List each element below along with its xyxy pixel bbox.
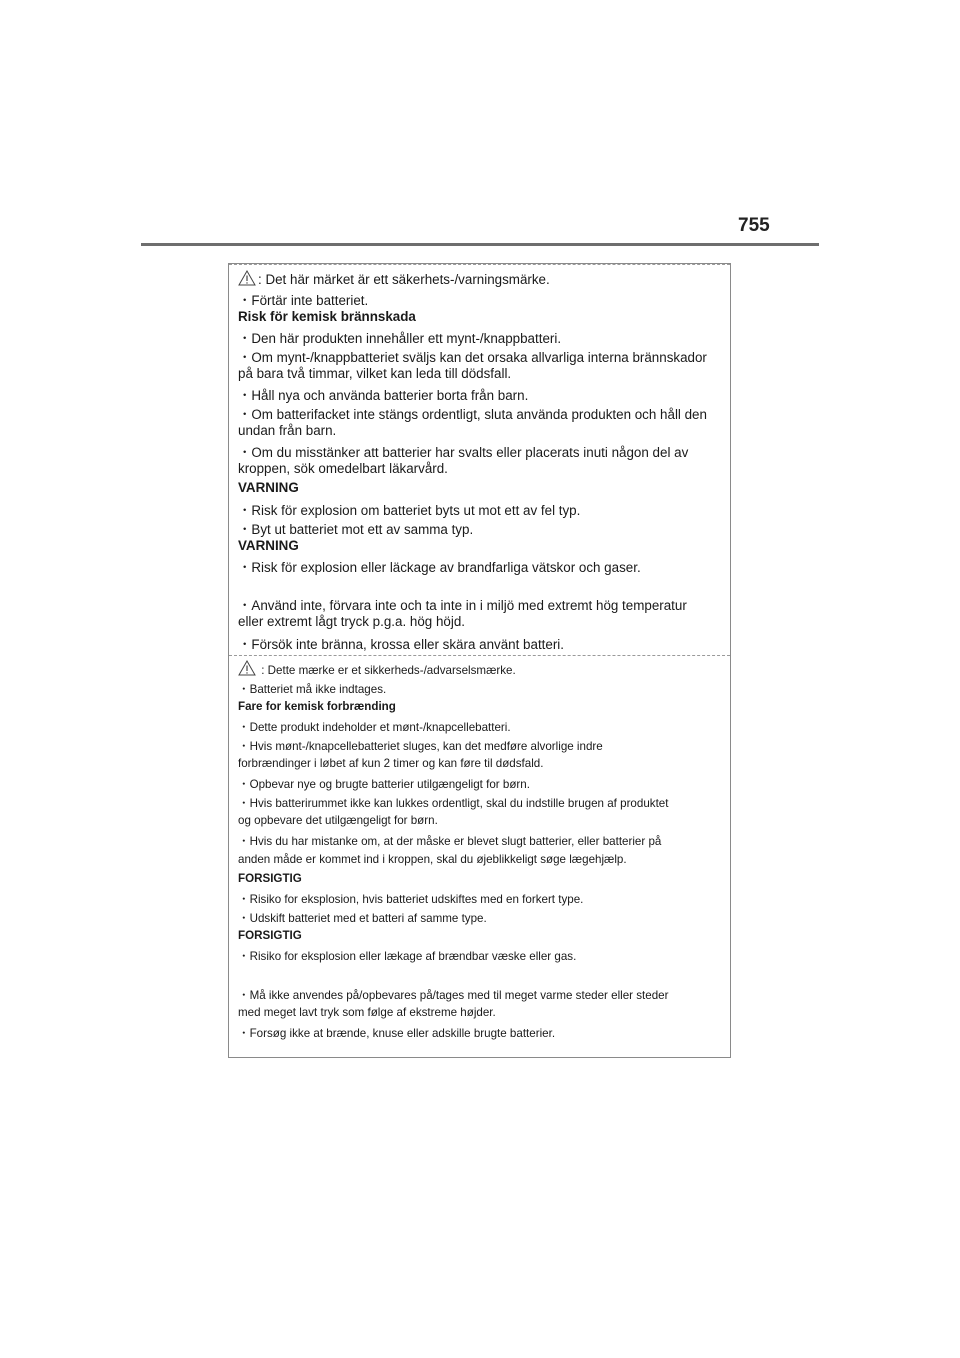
swedish-line: ・Den här produkten innehåller ett mynt-/knappbatteri. — [238, 331, 562, 346]
danish-line: ・Hvis du har mistanke om, at der måske er blevet slugt batterier, eller batterier på — [238, 835, 662, 848]
page-number: 755 — [738, 215, 770, 236]
danish-line: ・Dette produkt indeholder et mønt-/knapcellebatteri. — [238, 721, 511, 734]
danish-line: ・Risiko for eksplosion, hvis batteriet udskiftes med en forkert type. — [238, 893, 584, 906]
danish-heading: FORSIGTIG — [238, 929, 302, 942]
danish-line: ・Batteriet må ikke indtages. — [238, 683, 387, 696]
danish-line: ・Udskift batteriet med et batteri af samme type. — [238, 912, 487, 925]
swedish-line: ・Håll nya och använda batterier borta från barn. — [238, 388, 529, 403]
warning-triangle-icon — [238, 270, 256, 289]
swedish-line: ・Försök inte bränna, krossa eller skära använt batteri. — [238, 637, 564, 652]
danish-line: ・Opbevar nye og brugte batterier utilgængeligt for børn. — [238, 778, 530, 791]
warning-triangle-icon — [238, 660, 256, 679]
swedish-section — [229, 264, 730, 656]
danish-line: ・Må ikke anvendes på/opbevares på/tages med til meget varme steder eller steder — [238, 989, 669, 1002]
danish-line: og opbevare det utilgængeligt for børn. — [238, 814, 438, 827]
danish-intro-text: : Dette mærke er et sikkerheds-/advarselsmærke. — [258, 664, 516, 677]
danish-line: med meget lavt tryk som følge af ekstreme højder. — [238, 1006, 496, 1019]
swedish-line: undan från barn. — [238, 423, 337, 438]
danish-line: forbrændinger i løbet af kun 2 timer og kan føre til dødsfald. — [238, 757, 544, 770]
swedish-heading: VARNING — [238, 538, 299, 553]
danish-heading: Fare for kemisk forbrænding — [238, 700, 396, 713]
danish-intro-line — [238, 660, 516, 679]
swedish-line: ・Om batterifacket inte stängs ordentligt, sluta använda produkten och håll den — [238, 407, 707, 422]
danish-line: anden måde er kommet ind i kroppen, skal du øjeblikkeligt søge lægehjælp. — [238, 853, 627, 866]
swedish-line: ・Använd inte, förvara inte och ta inte in i miljö med extremt hög temperatur — [238, 598, 687, 613]
danish-line: ・Risiko for eksplosion eller lækage af brændbar væske eller gas. — [238, 950, 577, 963]
swedish-heading: Risk för kemisk brännskada — [238, 309, 416, 324]
battery-warning-box — [228, 263, 731, 1058]
danish-line: ・Forsøg ikke at brænde, knuse eller adskille brugte batterier. — [238, 1027, 556, 1040]
danish-line: ・Hvis batterirummet ikke kan lukkes ordentligt, skal du indstille brugen af produktet — [238, 797, 669, 810]
swedish-heading: VARNING — [238, 480, 299, 495]
swedish-line: på bara två timmar, vilket kan leda till dödsfall. — [238, 366, 512, 381]
swedish-intro-line — [238, 270, 550, 289]
swedish-line: ・Om mynt-/knappbatteriet sväljs kan det orsaka allvarliga interna brännskador — [238, 350, 707, 365]
swedish-line: eller extremt lågt tryck p.g.a. hög höjd. — [238, 614, 466, 629]
swedish-line: ・Risk för explosion eller läckage av brandfarliga vätskor och gaser. — [238, 560, 641, 575]
swedish-line: ・Om du misstänker att batterier har svalts eller placerats inuti någon del av — [238, 445, 689, 460]
swedish-line: ・Förtär inte batteriet. — [238, 293, 369, 308]
swedish-line: ・Byt ut batteriet mot ett av samma typ. — [238, 522, 474, 537]
swedish-line: ・Risk för explosion om batteriet byts ut mot ett av fel typ. — [238, 503, 581, 518]
header-rule — [141, 243, 819, 246]
danish-line: ・Hvis mønt-/knapcellebatteriet sluges, kan det medføre alvorlige indre — [238, 740, 603, 753]
swedish-line: kroppen, sök omedelbart läkarvård. — [238, 461, 448, 476]
danish-section — [229, 656, 730, 1057]
swedish-intro-text: : Det här märket är ett säkerhets-/varningsmärke. — [258, 272, 550, 287]
danish-heading: FORSIGTIG — [238, 872, 302, 885]
